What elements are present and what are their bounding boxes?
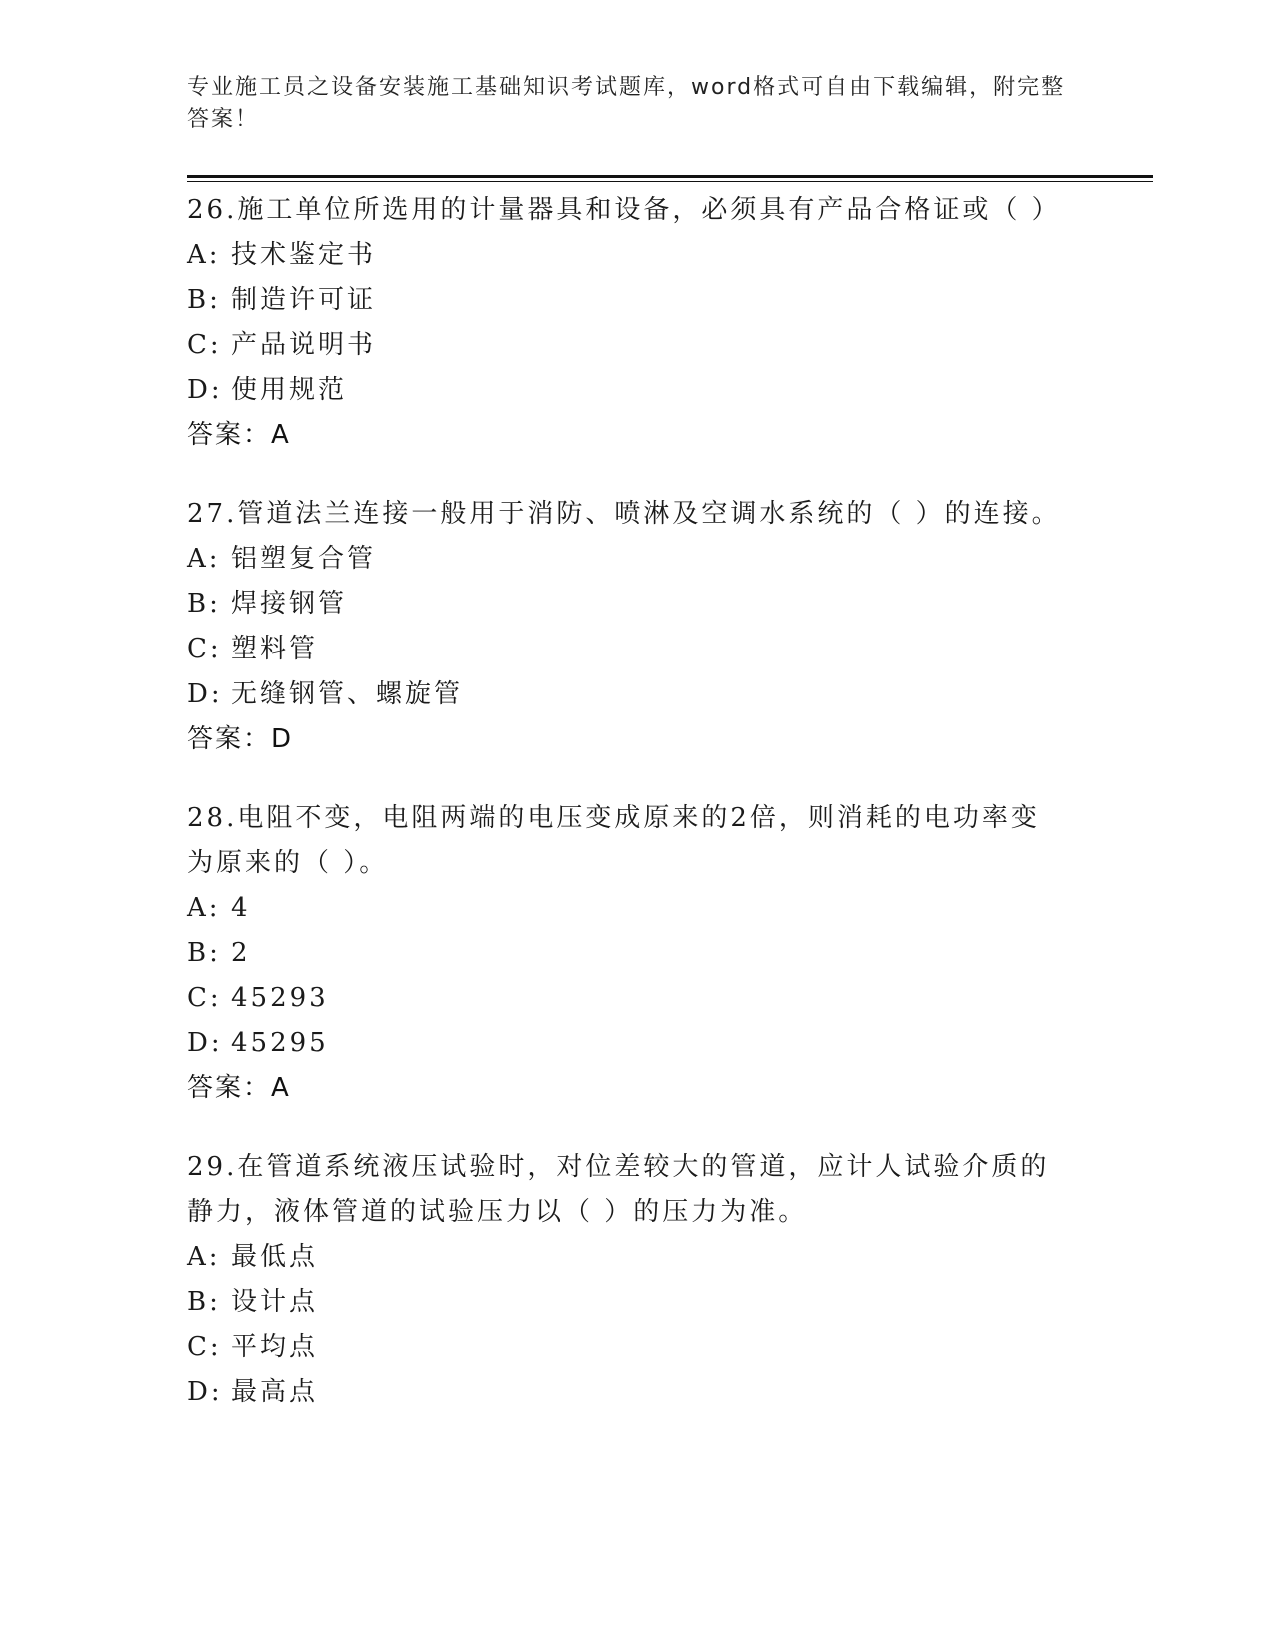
question-stem: 26.施工单位所选用的计量器具和设备，必须具有产品合格证或（ ） (187, 195, 1061, 225)
option-text: 设计点 (231, 1287, 319, 1317)
option-text: 最高点 (231, 1377, 319, 1407)
option-c (187, 976, 1087, 1021)
option-text: 2 (231, 938, 251, 968)
option-text: 塑料管 (231, 634, 319, 664)
option-b (187, 931, 1087, 976)
option-text: 铝塑复合管 (231, 544, 377, 574)
option-letter: D: (187, 1377, 223, 1407)
question-list (187, 188, 1087, 1449)
question-27 (187, 492, 1087, 762)
answer-line: 答案：A (187, 420, 291, 450)
option-d (187, 672, 1087, 717)
option-text: 45293 (231, 983, 329, 1013)
option-c (187, 1325, 1087, 1370)
option-letter: B: (187, 589, 221, 619)
option-letter: C: (187, 330, 222, 360)
option-letter: B: (187, 1287, 221, 1317)
option-letter: A: (187, 240, 221, 270)
option-letter: A: (187, 893, 221, 923)
option-text: 最低点 (231, 1242, 319, 1272)
question-stem: 29.在管道系统液压试验时，对位差较大的管道，应计人试验介质的静力，液体管道的试验压力以（ ）的压力为准。 (187, 1152, 1050, 1227)
option-letter: C: (187, 634, 222, 664)
option-a (187, 537, 1087, 582)
option-text: 使用规范 (231, 375, 348, 405)
option-c (187, 323, 1087, 368)
option-d (187, 1370, 1087, 1415)
option-b (187, 582, 1087, 627)
option-letter: D: (187, 679, 223, 709)
answer-line: 答案：D (187, 724, 294, 754)
option-text: 制造许可证 (231, 285, 377, 315)
option-letter: D: (187, 375, 223, 405)
option-b (187, 1280, 1087, 1325)
answer-line: 答案：A (187, 1073, 291, 1103)
option-letter: C: (187, 1332, 222, 1362)
option-letter: A: (187, 1242, 221, 1272)
option-letter: B: (187, 285, 221, 315)
option-d (187, 368, 1087, 413)
document-header: 专业施工员之设备安装施工基础知识考试题库，word格式可自由下载编辑，附完整答案！ (187, 75, 1066, 132)
option-text: 焊接钢管 (231, 589, 348, 619)
question-stem: 28.电阻不变，电阻两端的电压变成原来的2倍，则消耗的电功率变为原来的（ ）。 (187, 803, 1040, 878)
question-29 (187, 1145, 1087, 1415)
option-letter: C: (187, 983, 222, 1013)
option-a (187, 886, 1087, 931)
option-letter: A: (187, 544, 221, 574)
option-text: 技术鉴定书 (231, 240, 377, 270)
header-divider-thin (187, 181, 1153, 182)
option-d (187, 1021, 1087, 1066)
option-b (187, 278, 1087, 323)
option-text: 无缝钢管、螺旋管 (231, 679, 464, 709)
option-letter: B: (187, 938, 221, 968)
option-text: 45295 (231, 1028, 329, 1058)
option-letter: D: (187, 1028, 223, 1058)
question-26 (187, 188, 1087, 458)
option-c (187, 627, 1087, 672)
question-stem: 27.管道法兰连接一般用于消防、喷淋及空调水系统的（ ）的连接。 (187, 499, 1061, 529)
option-a (187, 233, 1087, 278)
option-text: 4 (231, 893, 251, 923)
header-divider-thick (187, 175, 1153, 178)
question-28 (187, 796, 1087, 1111)
option-text: 平均点 (231, 1332, 319, 1362)
option-text: 产品说明书 (231, 330, 377, 360)
option-a (187, 1235, 1087, 1280)
